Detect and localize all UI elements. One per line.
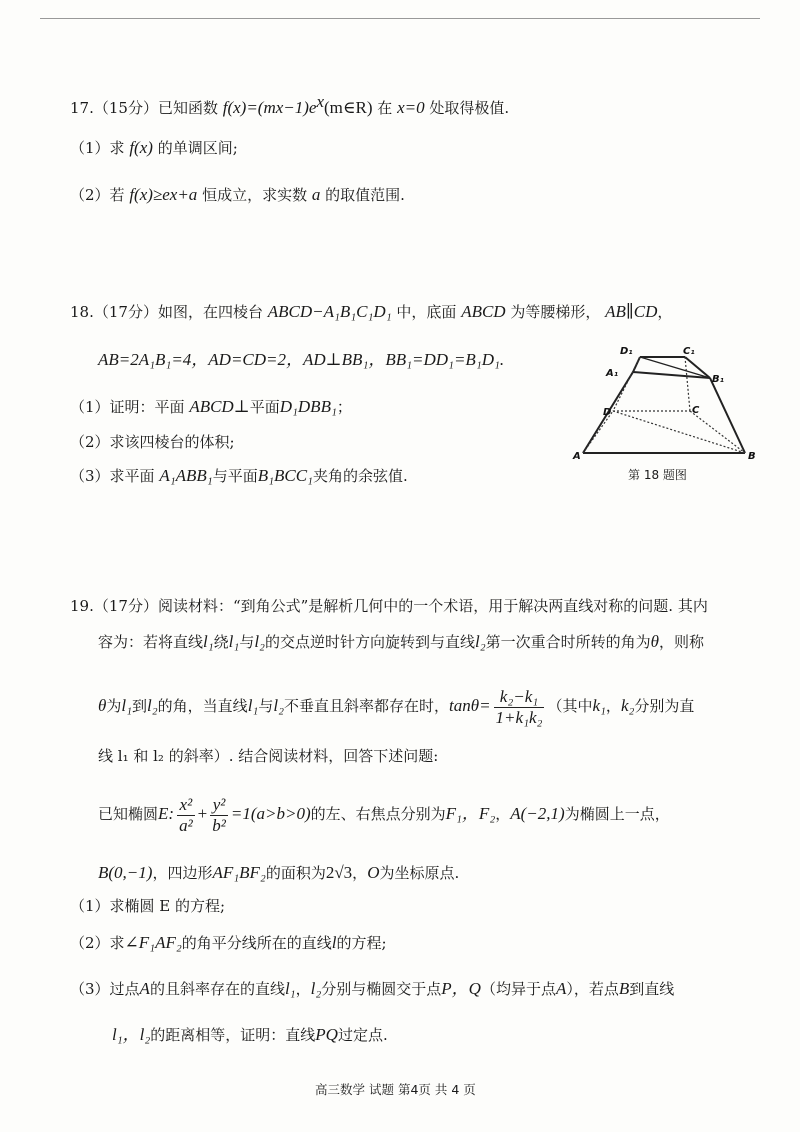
q19-y-fraction — [210, 795, 228, 836]
q17-p1-prefix: （1）求 — [70, 139, 125, 157]
label-B1: B₁ — [712, 374, 725, 385]
q18-parallel: AB∥CD — [605, 302, 658, 321]
q19-line6 — [98, 863, 459, 883]
q19-l3-tan: tanθ= — [449, 696, 491, 715]
q19-l2-theta: θ — [650, 632, 659, 651]
q19-l6-a: ，四边形 — [152, 864, 213, 882]
page-footer: 高三数学 试题 第4页 共 4 页 — [315, 1082, 476, 1097]
q18-part1 — [70, 397, 352, 417]
q18-p3-suffix: 夹角的余弦值. — [312, 467, 408, 485]
q19-p2-angle: ∠F₁AF₂ — [124, 933, 182, 952]
q19-l5-plus: + — [197, 804, 208, 823]
q17-condition: (m∈R) — [324, 98, 373, 117]
q18-p1-mid: 平面 — [249, 398, 280, 416]
q19-p3-PQ: P，Q — [441, 979, 481, 998]
edge-BB1 — [710, 378, 745, 453]
q17-stem — [70, 92, 509, 118]
q17-p1-expr: f(x) — [129, 138, 153, 157]
q19-l3-l1: l₁ — [121, 696, 133, 715]
q19-l3-l1b: l₁ — [247, 696, 259, 715]
q19-l6-B: B(0,−1) — [98, 863, 153, 882]
q19-l3-a: 为 — [106, 697, 122, 715]
q19-part3 — [70, 979, 674, 999]
q18-comma: ， — [657, 303, 673, 321]
q17-header: 17.（15分）已知函数 — [70, 99, 218, 117]
q17-p2-var: a — [311, 185, 321, 204]
q19-l6-O: O — [367, 863, 380, 882]
label-C1: C₁ — [683, 346, 695, 357]
q19-p1-text: （1）求椭圆 E 的方程; — [70, 897, 226, 915]
q18-p3-prefix: （3）求平面 — [70, 467, 155, 485]
q19-l2-c: 与 — [239, 633, 255, 651]
q19-l6-d: 为坐标原点. — [379, 864, 460, 882]
q19-l3-theta: θ — [98, 696, 107, 715]
q18-part3 — [70, 466, 408, 486]
edge-DB-hidden — [613, 411, 745, 453]
q19-l3-l2: l₂ — [147, 696, 158, 715]
q18-p3-plane1: A₁ABB₁ — [159, 466, 213, 485]
q18-p1-expr: ABCD⊥ — [189, 397, 250, 416]
figure-caption: 第 18 题图 — [628, 468, 687, 482]
q19-y-num: y² — [210, 795, 228, 816]
q19-l2-l1: l₁ — [203, 632, 214, 651]
q19-part3-cont — [112, 1025, 388, 1045]
label-A1: A₁ — [606, 368, 619, 379]
q17-point: x=0 — [397, 98, 425, 117]
q19-x-num: x² — [177, 795, 195, 816]
label-D1: D₁ — [620, 346, 633, 357]
q18-conditions — [98, 350, 504, 370]
q19-line1 — [70, 596, 708, 616]
q19-l3-k1: k₁ — [592, 696, 606, 715]
q19-l5-A: A(−2,1) — [510, 804, 565, 823]
q18-base: ABCD — [461, 302, 506, 321]
q19-l6-b: 的面积为 — [265, 864, 326, 882]
top-rule — [40, 18, 760, 19]
q19-p2-c: 的方程; — [336, 934, 387, 952]
q19-l2-a: 容为：若将直线 — [98, 633, 204, 651]
edge-C1C-hidden — [685, 357, 690, 411]
q19-p2-l: l — [331, 933, 337, 952]
q17-p2-suffix: 的取值范围. — [325, 186, 405, 204]
q19-y-den: b² — [212, 815, 226, 835]
label-C: C — [692, 405, 700, 416]
q19-l5-F: F₁，F₂ — [445, 804, 496, 823]
q18-p1-suffix: ； — [336, 398, 352, 416]
q19-p3-a: （3）过点 — [70, 980, 140, 998]
q19-l3-g: ， — [605, 697, 621, 715]
q19-line2 — [98, 632, 704, 652]
q18-header: 18.（17分）如图，在四棱台 — [70, 303, 263, 321]
edge-CB-hidden — [690, 411, 745, 453]
label-A: A — [573, 451, 581, 462]
q19-p2-a: （2）求 — [70, 934, 125, 952]
q19-l6-area: 2√3 — [325, 863, 353, 882]
q17-exponent: x — [316, 92, 325, 111]
q19-l3-f: （其中 — [547, 697, 593, 715]
q19-line1-text: 19.（17分）阅读材料：“到角公式”是解析几何中的一个术语，用于解决两直线对称的问题. 其内 — [70, 597, 708, 615]
q18-mid1: 中，底面 — [396, 303, 457, 321]
q17-p2-expr: f(x)≥ex+a — [129, 185, 198, 204]
q19-l2-l1b: l₁ — [228, 632, 240, 651]
q19-p3-f: ），若点 — [566, 980, 619, 998]
q19-p3-l2: l₂ — [310, 979, 322, 998]
q19-l2-b: 绕 — [213, 633, 229, 651]
q19-l3-c: 的角，当直线 — [157, 697, 248, 715]
q19-x-fraction — [177, 795, 195, 836]
q19-l3-b: 到 — [132, 697, 148, 715]
q17-part2 — [70, 185, 405, 205]
q19-p3-c: ， — [295, 980, 311, 998]
q18-p2-text: （2）求该四棱台的体积; — [70, 433, 235, 451]
q19-p3-l2-PQ: PQ — [315, 1025, 338, 1044]
q18-cond-line: AB=2A₁B₁=4，AD=CD=2，AD⊥BB₁，BB₁=DD₁=B₁D₁. — [98, 350, 505, 369]
q19-l5-a: 已知椭圆 — [98, 805, 159, 823]
q19-p3-e: （均异于点 — [480, 980, 556, 998]
q19-l5-E: E: — [158, 804, 175, 823]
q19-l3-e: 不垂直且斜率都存在时， — [283, 697, 449, 715]
q19-p3-b: 的且斜率存在的直线 — [149, 980, 285, 998]
q18-p3-plane2: B₁BCC₁ — [257, 466, 313, 485]
q17-tail: 处取得极值. — [429, 99, 510, 117]
q19-line3 — [98, 684, 694, 728]
q19-l3-d: 与 — [258, 697, 274, 715]
q19-p3-B: B — [618, 979, 630, 998]
q19-l5-d: 为椭圆上一点， — [564, 805, 670, 823]
q18-stem — [70, 302, 672, 322]
q18-mid2: 为等腰梯形， — [510, 303, 601, 321]
q19-frac-den: 1+k₁k₂ — [495, 707, 543, 727]
q18-p1-prefix: （1）证明：平面 — [70, 398, 185, 416]
label-D: D — [603, 407, 612, 418]
q19-l5-c: ， — [495, 805, 511, 823]
q19-p3-l2-b: 过定点. — [337, 1026, 388, 1044]
q19-l5-b: 的左、右焦点分别为 — [310, 805, 446, 823]
q19-l2-d: 的交点逆时针方向旋转到与直线 — [264, 633, 475, 651]
label-B: B — [748, 451, 756, 462]
q19-line5 — [98, 792, 670, 836]
q18-solid: ABCD−A₁B₁C₁D₁ — [267, 302, 392, 321]
q17-part1 — [70, 138, 238, 158]
q19-l3-h: 分别为直 — [634, 697, 695, 715]
q19-line4-text: 线 l₁ 和 l₂ 的斜率）. 结合阅读材料，回答下述问题: — [98, 747, 439, 765]
q19-line4 — [98, 746, 438, 766]
q19-p3-d: 分别与椭圆交于点 — [321, 980, 442, 998]
q19-p3-l1: l₁ — [284, 979, 296, 998]
q19-l3-k2: k₂ — [620, 696, 635, 715]
q19-p3-lines: l₁，l₂ — [112, 1025, 151, 1044]
q17-p2-prefix: （2）若 — [70, 186, 125, 204]
q19-p3-A2: A — [555, 979, 567, 998]
q18-p3-mid: 与平面 — [212, 467, 258, 485]
q18-part2 — [70, 432, 235, 452]
q19-l2-e: 第一次重合时所转的角为 — [485, 633, 651, 651]
q19-l2-f: ，则称 — [659, 633, 705, 651]
q17-p1-suffix: 的单调区间; — [157, 139, 238, 157]
q17-mid: 在 — [377, 99, 393, 117]
q19-l5-eq: =1(a>b>0) — [230, 804, 311, 823]
q19-l6-quad: AF₁BF₂ — [212, 863, 266, 882]
q18-p1-plane: D₁DBB₁ — [279, 397, 337, 416]
q19-part2 — [70, 933, 387, 953]
q19-x-den: a² — [179, 815, 193, 835]
frustum-figure — [570, 345, 770, 485]
q19-frac-num: k₂−k₁ — [494, 687, 545, 708]
q19-p3-l2-a: 的距离相等，证明：直线 — [150, 1026, 316, 1044]
q19-l6-c: ， — [352, 864, 368, 882]
q19-l2-l2b: l₂ — [474, 632, 486, 651]
q19-part1 — [70, 896, 225, 916]
q19-p3-A: A — [139, 979, 150, 998]
q19-tan-fraction — [494, 687, 545, 728]
q19-p2-b: 的角平分线所在的直线 — [181, 934, 332, 952]
q17-function: f(x)=(mx−1)e — [222, 98, 317, 117]
q19-l3-l2b: l₂ — [273, 696, 284, 715]
q17-p2-mid: 恒成立，求实数 — [202, 186, 308, 204]
q19-p3-g: 到直线 — [629, 980, 675, 998]
q19-l2-l2: l₂ — [254, 632, 265, 651]
